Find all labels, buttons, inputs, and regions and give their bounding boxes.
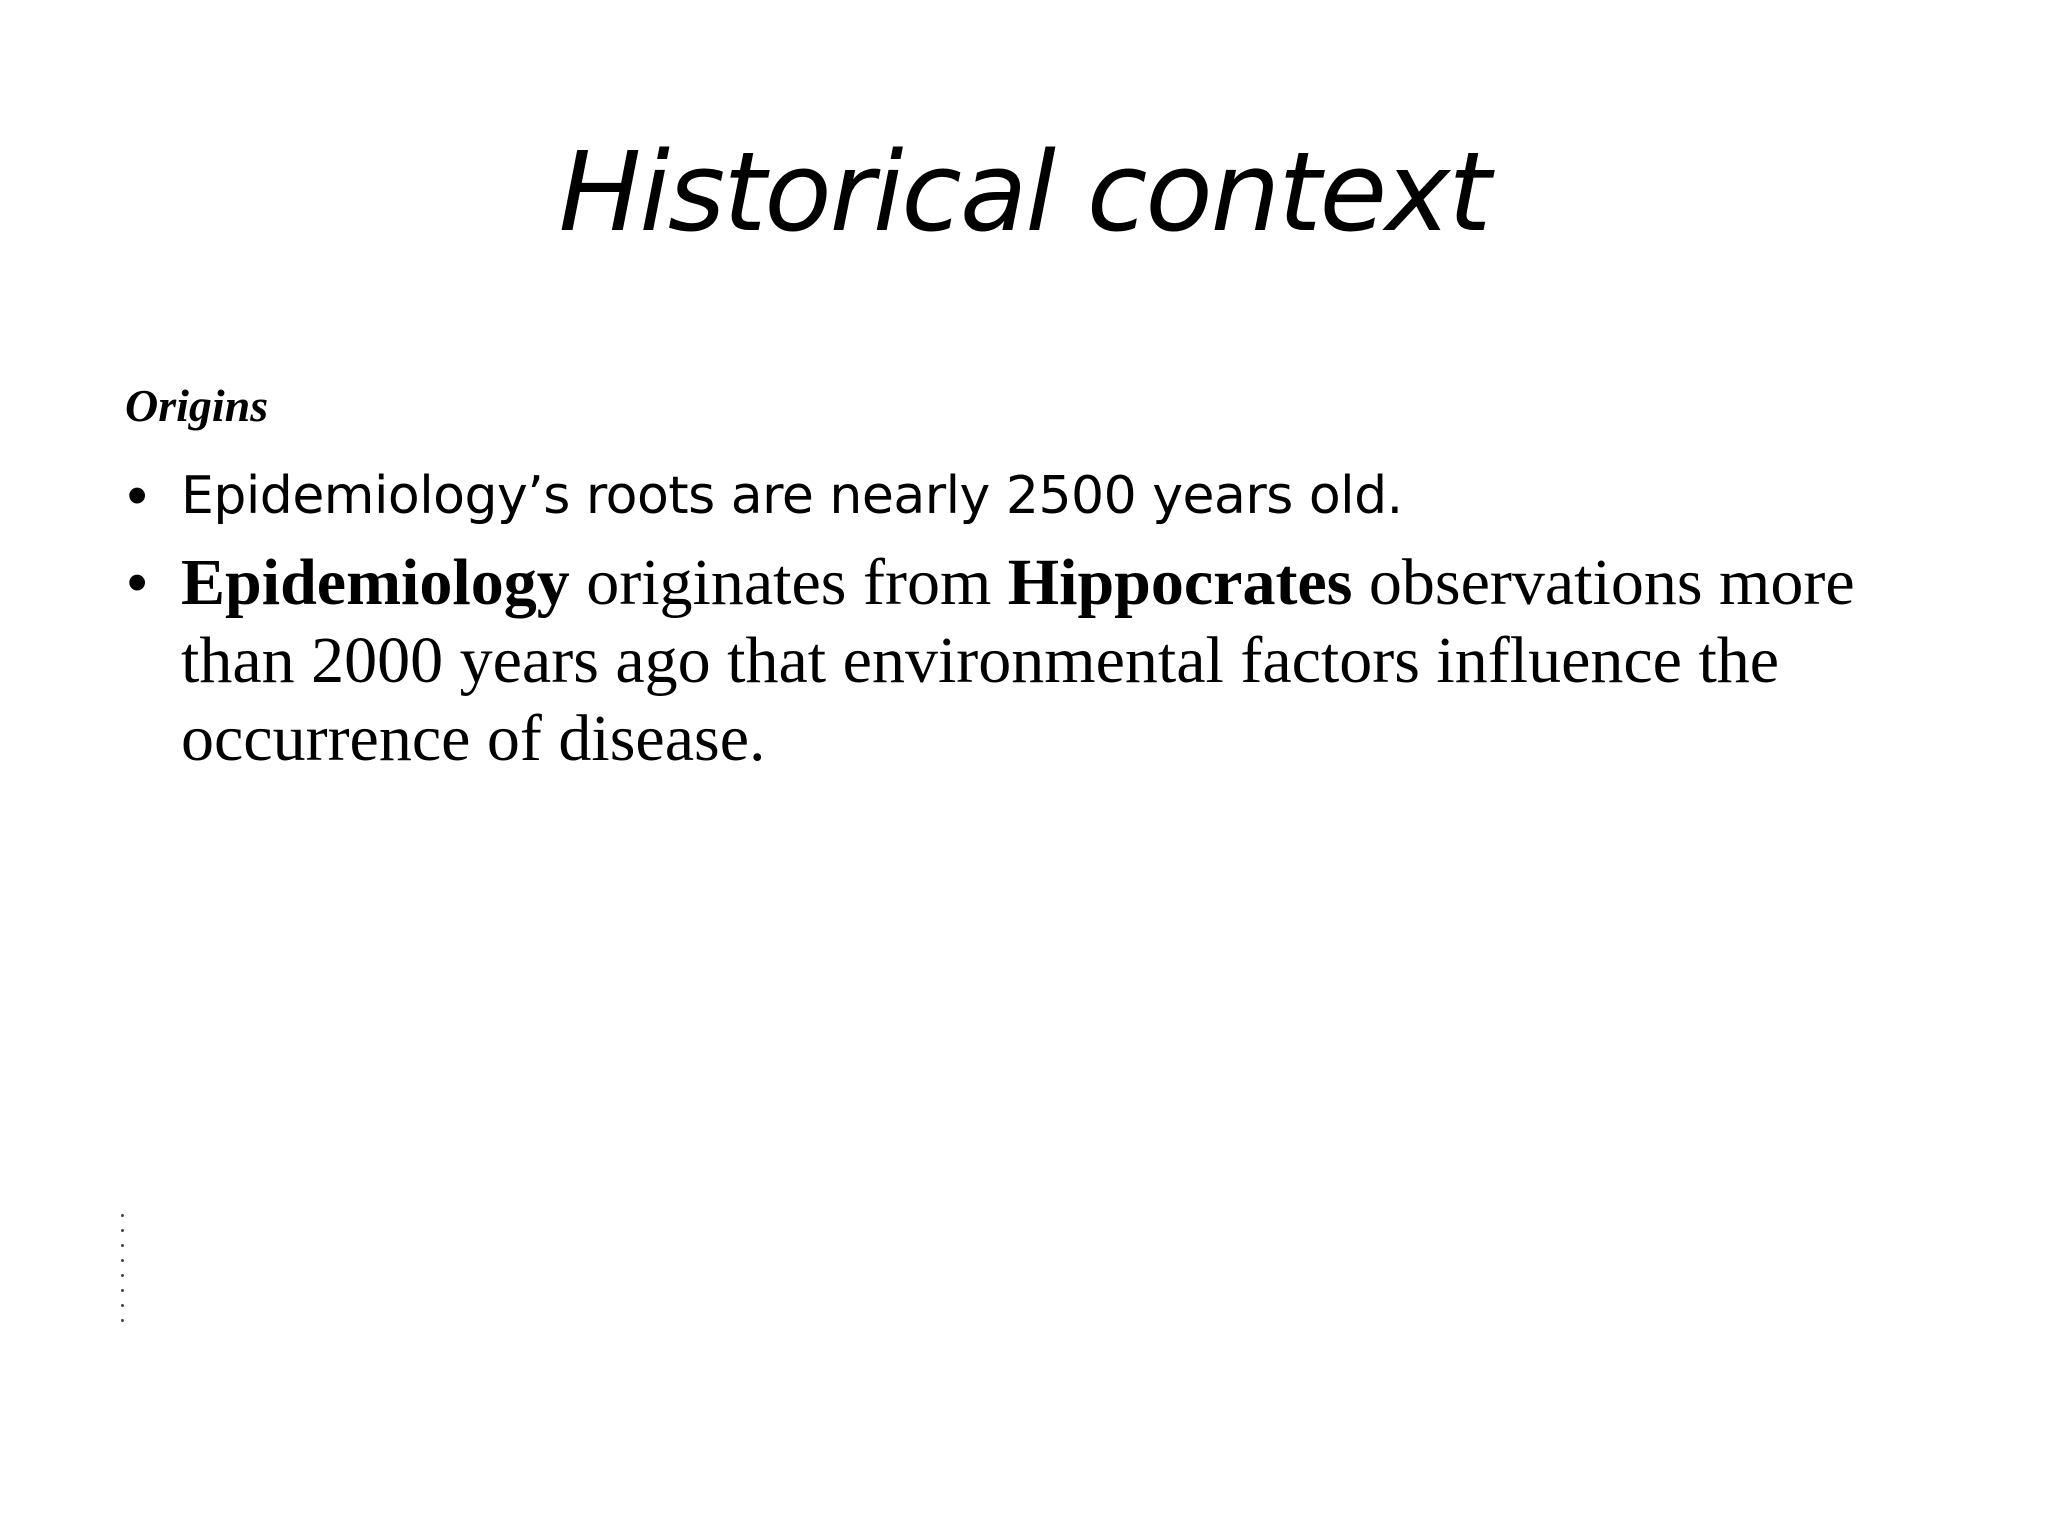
placeholder-dot xyxy=(121,1244,124,1247)
bullet-item-roots xyxy=(125,458,1925,534)
bullet-icon: • xyxy=(127,463,147,528)
bullet-icon: • xyxy=(127,550,148,615)
bullet-list xyxy=(125,458,1925,778)
placeholder-dot xyxy=(121,1214,124,1217)
empty-bullet-dots xyxy=(121,1214,129,1334)
bullet-text-segment: observations more than 2000 years ago that environmental factors influence the occurrence of disease. xyxy=(181,546,1855,775)
bullet-text-segment: originates from xyxy=(569,546,1008,619)
slide-title: Historical context xyxy=(558,128,1490,256)
bullet-item-hippocrates xyxy=(125,544,1925,778)
bullet-text: Epidemiology’s roots are nearly 2500 years old. xyxy=(181,466,1403,526)
bold-term-epidemiology: Epidemiology xyxy=(181,546,570,619)
placeholder-dot xyxy=(121,1304,124,1307)
placeholder-dot xyxy=(121,1259,124,1262)
bold-term-hippocrates: Hippocrates xyxy=(1007,546,1353,619)
placeholder-dot xyxy=(121,1229,124,1232)
section-subheading: Origins xyxy=(125,380,269,431)
placeholder-dot xyxy=(121,1319,124,1322)
placeholder-dot xyxy=(121,1274,124,1277)
placeholder-dot xyxy=(121,1289,124,1292)
